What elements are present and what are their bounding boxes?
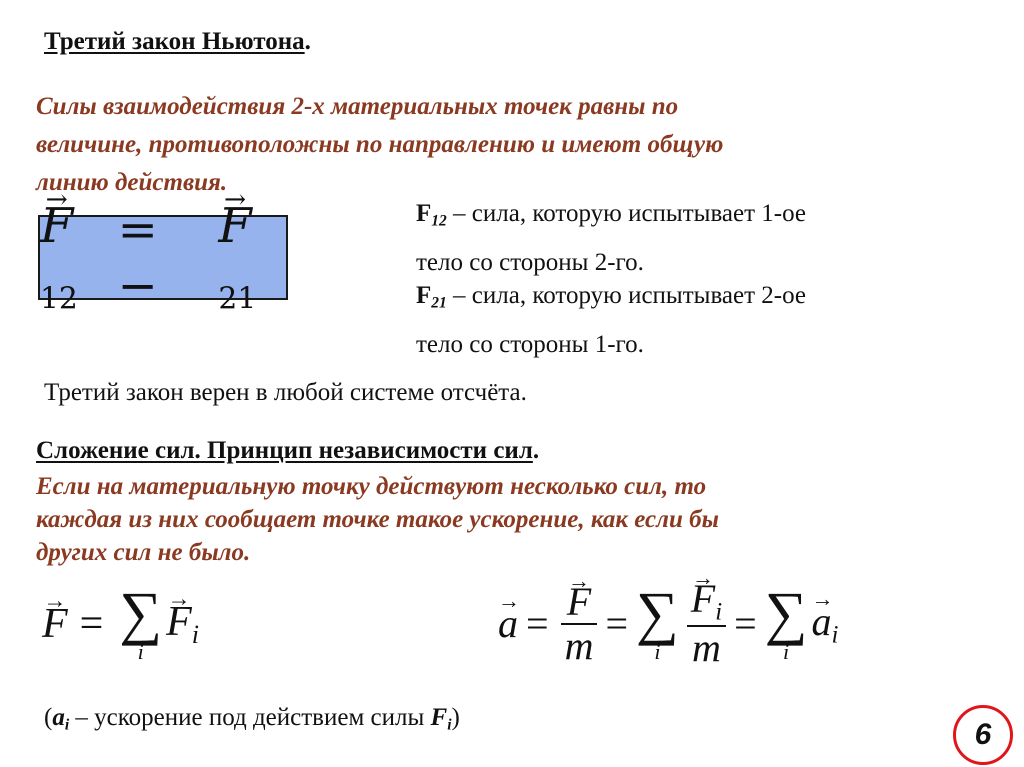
definition-f12-line1: – сила, которую испытывает 1-ое (446, 200, 807, 227)
page-number: 6 (974, 718, 992, 751)
formula-equals-minus: = − (117, 201, 158, 314)
definition-f21-line2: тело со стороны 1-го. (416, 330, 644, 358)
definition-f12-line2: тело со стороны 2-го. (416, 248, 644, 276)
formula-f21 (218, 198, 286, 316)
heading-force-addition-text: Сложение сил. Принцип независимости сил (36, 437, 533, 464)
eq-sum-fi (166, 598, 199, 650)
eq-acc-ai (811, 598, 838, 649)
eq-acc-sigma2-symbol: ∑ (764, 579, 808, 646)
third-law-line-2: величине, противоположны по направлению и имеют общую (36, 131, 724, 158)
third-law-line-1: Силы взаимодействия 2-х материальных точек равны по (36, 93, 679, 120)
definition-f21-sub: 21 (431, 294, 447, 312)
principle-line-2: каждая из них сообщает точке такое ускорение, как если бы (36, 506, 719, 533)
eq-acc-equals-2: = (605, 601, 629, 647)
page-number-badge (953, 705, 1013, 765)
heading-third-law (44, 28, 311, 56)
note-f: F (430, 704, 448, 731)
eq-acc-frac1-num: → F (563, 581, 595, 623)
note-text: – ускорение под действием силы (69, 704, 431, 731)
equation-force-sum (42, 580, 200, 664)
eq-acc-equals-3: = (734, 601, 757, 647)
formula-f21-symbol: → F (218, 198, 251, 254)
formula-f21-sub: 21 (218, 281, 257, 317)
equation-acceleration (498, 578, 838, 669)
statement-any-frame: Третий закон верен в любой системе отсчёта. (44, 379, 527, 406)
eq-sum-equals: = (79, 601, 104, 647)
eq-sum-f: → F (42, 600, 68, 648)
note-f-sub: i (447, 716, 452, 734)
note-open-paren: ( (44, 704, 53, 731)
eq-acc-sigma-1 (636, 579, 679, 664)
principle-line-3: других сил не было. (36, 539, 251, 566)
heading-third-law-dot: . (304, 28, 311, 55)
definition-f21-line1: – сила, которую испытывает 2-ое (446, 282, 807, 309)
eq-acc-sigma1-symbol: ∑ (636, 579, 679, 646)
eq-sum-sigma-symbol: ∑ (119, 580, 163, 646)
definition-f12-symbol: F (416, 200, 432, 227)
definition-f12 (416, 193, 806, 283)
formula-f12-sub: 12 (40, 281, 78, 317)
formula-f12 (40, 198, 108, 316)
eq-acc-frac2-fi: → F (691, 578, 715, 620)
eq-acc-a: → a (498, 600, 518, 647)
third-law-line-3: линию действия. (36, 169, 228, 196)
eq-sum-sigma (119, 580, 163, 664)
eq-sum-fi-sub: i (191, 619, 200, 649)
eq-acc-sigma-2 (764, 579, 808, 664)
eq-sum-sigma-index: i (137, 639, 144, 664)
eq-acc-frac2-fi-sub: i (715, 598, 723, 626)
eq-acc-frac2-den: m (692, 625, 721, 671)
eq-acc-ai-symbol: → a (811, 598, 831, 645)
note-acceleration (44, 697, 460, 746)
eq-acc-frac1-den: m (564, 622, 594, 668)
note-close-paren: ) (451, 704, 460, 731)
principle-line-1: Если на материальную точку действуют несколько сил, то (36, 473, 707, 500)
formula-f12-symbol: → F (40, 198, 73, 254)
eq-acc-ai-sub: i (831, 621, 839, 649)
note-a-sub: i (64, 716, 70, 734)
definition-f21 (416, 275, 806, 365)
eq-acc-frac2-num (687, 578, 726, 625)
eq-acc-fraction-1 (561, 578, 598, 668)
eq-acc-equals-1: = (526, 601, 549, 647)
eq-sum-fi-symbol: → F (166, 598, 192, 646)
note-a: a (52, 704, 65, 731)
heading-force-addition (36, 437, 539, 465)
heading-force-addition-dot: . (532, 437, 540, 464)
heading-third-law-text: Третий закон Ньютона (44, 28, 305, 55)
definition-f12-sub: 12 (431, 212, 447, 230)
eq-acc-sigma2-index: i (783, 638, 790, 664)
eq-acc-fraction-2 (687, 578, 726, 669)
definition-f21-symbol: F (416, 282, 432, 309)
formula-box-third-law (38, 198, 288, 317)
eq-acc-sigma1-index: i (654, 638, 661, 664)
